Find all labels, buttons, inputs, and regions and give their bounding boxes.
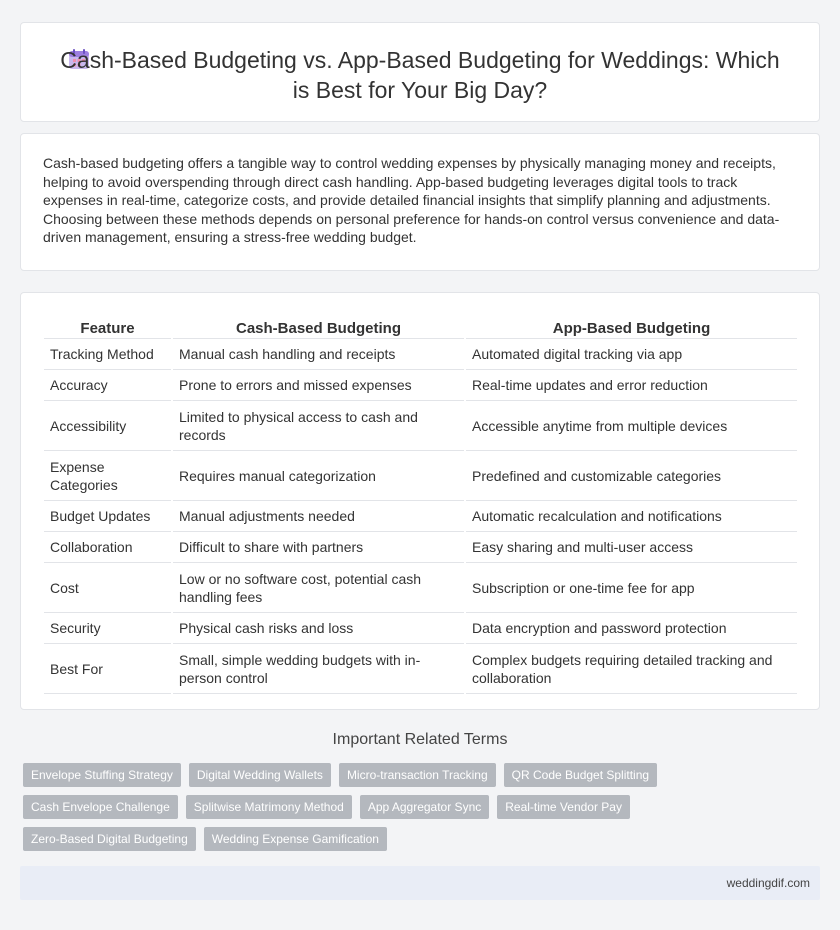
table-row xyxy=(44,644,797,694)
table-cell-app: Complex budgets requiring detailed tracking and collaboration xyxy=(466,644,797,694)
table-cell-cash: Prone to errors and missed expenses xyxy=(173,370,464,401)
table-cell-feature: Cost xyxy=(44,563,171,613)
table-cell-app: Real-time updates and error reduction xyxy=(466,370,797,401)
table-cell-feature: Collaboration xyxy=(44,532,171,563)
table-row xyxy=(44,370,797,401)
table-cell-feature: Best For xyxy=(44,644,171,694)
table-cell-cash: Physical cash risks and loss xyxy=(173,613,464,644)
table-row xyxy=(44,501,797,532)
related-terms-title: Important Related Terms xyxy=(332,731,508,748)
comparison-table-card xyxy=(20,292,820,710)
table-cell-app: Predefined and customizable categories xyxy=(466,451,797,501)
table-cell-app: Subscription or one-time fee for app xyxy=(466,563,797,613)
table-row xyxy=(44,401,797,451)
table-cell-app: Accessible anytime from multiple devices xyxy=(466,401,797,451)
table-row xyxy=(44,532,797,563)
page-title: Cash-Based Budgeting vs. App-Based Budgeting for Weddings: Which is Best for Your Big Day? xyxy=(60,47,780,103)
table-cell-feature: Security xyxy=(44,613,171,644)
table-cell-cash: Low or no software cost, potential cash handling fees xyxy=(173,563,464,613)
table-cell-app: Automated digital tracking via app xyxy=(466,339,797,370)
table-cell-feature: Tracking Method xyxy=(44,339,171,370)
related-term-tag[interactable]: Real-time Vendor Pay xyxy=(497,795,630,819)
table-cell-app: Data encryption and password protection xyxy=(466,613,797,644)
table-header-cash: Cash-Based Budgeting xyxy=(173,317,464,339)
header-card xyxy=(20,22,820,122)
related-term-tag[interactable]: Micro-transaction Tracking xyxy=(339,763,496,787)
table-cell-feature: Budget Updates xyxy=(44,501,171,532)
intro-paragraph: Cash-based budgeting offers a tangible way to control wedding expenses by physically managing money and receipts, helping to avoid overspending through direct cash handling. App-based budgeting leverages digital tools to track expenses in real-time, categorize costs, and provide detailed financial insights that simplify planning and adjustments. Choosing between these methods depends on personal preference for hands-on control versus convenience and data-driven management, ensuring a stress-free wedding budget. xyxy=(43,155,780,245)
table-header-app: App-Based Budgeting xyxy=(466,317,797,339)
related-term-tag[interactable]: Wedding Expense Gamification xyxy=(204,827,387,851)
related-term-tag[interactable]: App Aggregator Sync xyxy=(360,795,489,819)
table-cell-app: Automatic recalculation and notifications xyxy=(466,501,797,532)
related-term-tag[interactable]: Splitwise Matrimony Method xyxy=(186,795,352,819)
table-header-row xyxy=(44,317,797,339)
related-term-tag[interactable]: Cash Envelope Challenge xyxy=(23,795,178,819)
table-row xyxy=(44,613,797,644)
table-cell-cash: Manual cash handling and receipts xyxy=(173,339,464,370)
comparison-table xyxy=(42,317,799,694)
table-cell-cash: Manual adjustments needed xyxy=(173,501,464,532)
table-cell-feature: Accuracy xyxy=(44,370,171,401)
table-cell-app: Easy sharing and multi-user access xyxy=(466,532,797,563)
footer-site-link[interactable]: weddingdif.com xyxy=(726,876,810,890)
related-term-tag[interactable]: Envelope Stuffing Strategy xyxy=(23,763,181,787)
table-cell-cash: Difficult to share with partners xyxy=(173,532,464,563)
footer xyxy=(20,866,820,900)
related-term-tag[interactable]: QR Code Budget Splitting xyxy=(504,763,657,787)
table-cell-cash: Requires manual categorization xyxy=(173,451,464,501)
related-term-tag[interactable]: Digital Wedding Wallets xyxy=(189,763,331,787)
table-cell-feature: Expense Categories xyxy=(44,451,171,501)
related-term-tag[interactable]: Zero-Based Digital Budgeting xyxy=(23,827,196,851)
intro-card xyxy=(20,133,820,271)
table-cell-feature: Accessibility xyxy=(44,401,171,451)
table-cell-cash: Small, simple wedding budgets with in-person control xyxy=(173,644,464,694)
related-terms-tags xyxy=(23,763,813,859)
table-header-feature: Feature xyxy=(44,317,171,339)
table-row xyxy=(44,451,797,501)
table-row xyxy=(44,339,797,370)
table-cell-cash: Limited to physical access to cash and records xyxy=(173,401,464,451)
table-row xyxy=(44,563,797,613)
